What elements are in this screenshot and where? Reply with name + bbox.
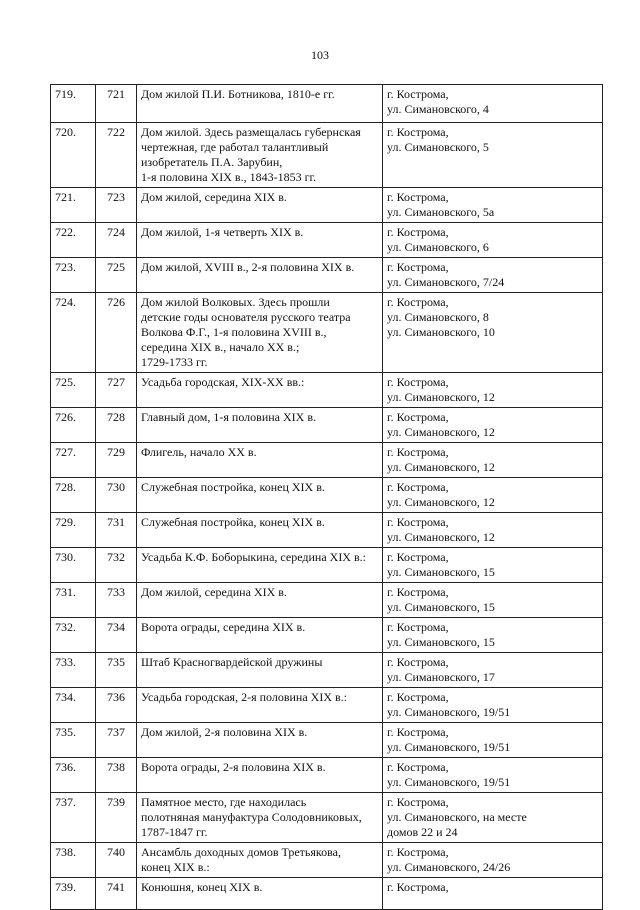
object-name-cell: [137, 408, 383, 443]
table-row: [51, 85, 603, 123]
table-row: [51, 478, 603, 513]
registry-number: 726: [96, 293, 137, 373]
address-line: ул. Симановского, 15: [387, 635, 495, 649]
registry-number: 721: [96, 85, 137, 123]
row-number: 739.: [51, 878, 96, 910]
address-line: ул. Симановского, 19/51: [387, 775, 511, 789]
object-name-line: Усадьба городская, XIX-XX вв.:: [141, 375, 305, 389]
table-row: [51, 583, 603, 618]
registry-number: 728: [96, 408, 137, 443]
address-line: ул. Симановского, 12: [387, 425, 495, 439]
object-name-line: Усадьба городская, 2-я половина XIX в.:: [141, 690, 347, 704]
row-number: 735.: [51, 723, 96, 758]
table-row: [51, 723, 603, 758]
object-name-line: Волкова Ф.Г., 1-я половина XVIII в.,: [141, 325, 327, 339]
address-line: г. Кострома,: [387, 725, 449, 739]
address-line: г. Кострома,: [387, 845, 449, 859]
address-cell: [383, 188, 603, 223]
address-cell: [383, 688, 603, 723]
row-number: 737.: [51, 793, 96, 843]
address-cell: [383, 758, 603, 793]
address-cell: [383, 85, 603, 123]
row-number: 729.: [51, 513, 96, 548]
address-line: ул. Симановского, 12: [387, 530, 495, 544]
object-name-cell: [137, 548, 383, 583]
object-name-line: Штаб Красногвардейской дружины: [141, 655, 323, 669]
address-line: г. Кострома,: [387, 550, 449, 564]
object-name-line: Дом жилой. Здесь размещалась губернская: [141, 125, 361, 139]
address-cell: [383, 618, 603, 653]
object-name-line: полотняная мануфактура Солодовниковых,: [141, 810, 362, 824]
row-number: 720.: [51, 123, 96, 188]
object-name-line: 1787-1847 гг.: [141, 825, 208, 839]
registry-number: 737: [96, 723, 137, 758]
registry-number: 722: [96, 123, 137, 188]
registry-number: 741: [96, 878, 137, 910]
row-number: 726.: [51, 408, 96, 443]
object-name-cell: [137, 85, 383, 123]
address-cell: [383, 123, 603, 188]
address-line: г. Кострома,: [387, 690, 449, 704]
object-name-cell: [137, 188, 383, 223]
address-line: ул. Симановского, 5: [387, 140, 489, 154]
address-line: ул. Симановского, 10: [387, 325, 495, 339]
address-cell: [383, 443, 603, 478]
object-name-line: Дом жилой, середина XIX в.: [141, 585, 287, 599]
address-line: г. Кострома,: [387, 585, 449, 599]
object-name-cell: [137, 123, 383, 188]
address-line: г. Кострома,: [387, 445, 449, 459]
address-cell: [383, 258, 603, 293]
object-name-cell: [137, 618, 383, 653]
row-number: 725.: [51, 373, 96, 408]
address-line: г. Кострома,: [387, 655, 449, 669]
registry-table-body: [51, 85, 603, 910]
address-line: ул. Симановского, 19/51: [387, 705, 511, 719]
address-cell: [383, 223, 603, 258]
registry-number: 739: [96, 793, 137, 843]
address-line: г. Кострома,: [387, 260, 449, 274]
address-line: г. Кострома,: [387, 880, 449, 894]
object-name-line: Дом жилой Волковых. Здесь прошли: [141, 295, 330, 309]
table-row: [51, 618, 603, 653]
registry-number: 725: [96, 258, 137, 293]
table-row: [51, 258, 603, 293]
object-name-cell: [137, 443, 383, 478]
row-number: 719.: [51, 85, 96, 123]
registry-number: 730: [96, 478, 137, 513]
row-number: 738.: [51, 843, 96, 878]
address-line: г. Кострома,: [387, 620, 449, 634]
object-name-line: Ансамбль доходных домов Третьякова,: [141, 845, 341, 859]
address-line: домов 22 и 24: [387, 825, 458, 839]
address-line: ул. Симановского, 19/51: [387, 740, 511, 754]
row-number: 733.: [51, 653, 96, 688]
object-name-line: Главный дом, 1-я половина XIX в.: [141, 410, 316, 424]
object-name-line: Ворота ограды, середина XIX в.: [141, 620, 306, 634]
row-number: 724.: [51, 293, 96, 373]
row-number: 723.: [51, 258, 96, 293]
table-row: [51, 408, 603, 443]
table-row: [51, 793, 603, 843]
address-line: ул. Симановского, на месте: [387, 810, 527, 824]
object-name-cell: [137, 723, 383, 758]
table-row: [51, 758, 603, 793]
row-number: 736.: [51, 758, 96, 793]
object-name-line: Дом жилой, 2-я половина XIX в.: [141, 725, 308, 739]
registry-number: 740: [96, 843, 137, 878]
address-cell: [383, 793, 603, 843]
object-name-line: Служебная постройка, конец XIX в.: [141, 480, 325, 494]
row-number: 730.: [51, 548, 96, 583]
address-line: г. Кострома,: [387, 125, 449, 139]
object-name-cell: [137, 513, 383, 548]
table-row: [51, 123, 603, 188]
table-row: [51, 653, 603, 688]
object-name-line: чертежная, где работал талантливый: [141, 140, 329, 154]
registry-number: 727: [96, 373, 137, 408]
row-number: 732.: [51, 618, 96, 653]
row-number: 734.: [51, 688, 96, 723]
object-name-cell: [137, 258, 383, 293]
address-line: г. Кострома,: [387, 295, 449, 309]
object-name-cell: [137, 373, 383, 408]
address-line: ул. Симановского, 6: [387, 240, 489, 254]
address-line: г. Кострома,: [387, 760, 449, 774]
address-line: г. Кострома,: [387, 87, 449, 101]
object-name-line: Дом жилой П.И. Ботникова, 1810-е гг.: [141, 87, 335, 101]
address-line: ул. Симановского, 12: [387, 390, 495, 404]
address-cell: [383, 373, 603, 408]
object-name-line: Ворота ограды, 2-я половина XIX в.: [141, 760, 326, 774]
object-name-line: детские годы основателя русского театра: [141, 310, 351, 324]
object-name-cell: [137, 688, 383, 723]
table-row: [51, 373, 603, 408]
object-name-line: изобретатель П.А. Зарубин,: [141, 155, 283, 169]
address-line: г. Кострома,: [387, 375, 449, 389]
address-line: ул. Симановского, 15: [387, 565, 495, 579]
object-name-cell: [137, 793, 383, 843]
object-name-cell: [137, 843, 383, 878]
row-number: 728.: [51, 478, 96, 513]
table-row: [51, 688, 603, 723]
address-line: г. Кострома,: [387, 480, 449, 494]
address-line: ул. Симановского, 5а: [387, 205, 495, 219]
object-name-line: Дом жилой, 1-я четверть XIX в.: [141, 225, 304, 239]
row-number: 731.: [51, 583, 96, 618]
row-number: 721.: [51, 188, 96, 223]
row-number: 727.: [51, 443, 96, 478]
registry-number: 731: [96, 513, 137, 548]
address-cell: [383, 583, 603, 618]
address-cell: [383, 653, 603, 688]
object-name-cell: [137, 653, 383, 688]
registry-number: 735: [96, 653, 137, 688]
object-name-line: Флигель, начало XX в.: [141, 445, 257, 459]
object-name-line: 1-я половина XIX в., 1843-1853 гг.: [141, 170, 317, 184]
object-name-line: середина XIX в., начало XX в.;: [141, 340, 300, 354]
object-name-cell: [137, 478, 383, 513]
address-cell: [383, 293, 603, 373]
object-name-line: Памятное место, где находилась: [141, 795, 307, 809]
object-name-line: конец XIX в.:: [141, 860, 210, 874]
table-row: [51, 548, 603, 583]
address-line: ул. Симановского, 7/24: [387, 275, 505, 289]
object-name-line: Конюшня, конец XIX в.: [141, 880, 263, 894]
page-number: 103: [311, 48, 329, 62]
registry-number: 733: [96, 583, 137, 618]
object-name-cell: [137, 583, 383, 618]
address-line: г. Кострома,: [387, 795, 449, 809]
object-name-line: Служебная постройка, конец XIX в.: [141, 515, 325, 529]
address-line: ул. Симановского, 12: [387, 495, 495, 509]
object-name-line: Дом жилой, XVIII в., 2-я половина XIX в.: [141, 260, 355, 274]
object-name-line: 1729-1733 гг.: [141, 355, 208, 369]
address-line: ул. Симановского, 24/26: [387, 860, 511, 874]
table-row: [51, 443, 603, 478]
table-row: [51, 223, 603, 258]
address-line: ул. Симановского, 15: [387, 600, 495, 614]
address-cell: [383, 548, 603, 583]
registry-number: 729: [96, 443, 137, 478]
object-name-line: Усадьба К.Ф. Боборыкина, середина XIX в.:: [141, 550, 366, 564]
registry-number: 734: [96, 618, 137, 653]
row-number: 722.: [51, 223, 96, 258]
object-name-cell: [137, 758, 383, 793]
object-name-cell: [137, 223, 383, 258]
registry-number: 732: [96, 548, 137, 583]
address-line: ул. Симановского, 4: [387, 102, 489, 116]
registry-number: 724: [96, 223, 137, 258]
table-row: [51, 513, 603, 548]
address-cell: [383, 408, 603, 443]
address-line: г. Кострома,: [387, 190, 449, 204]
heritage-registry-table: [50, 84, 603, 910]
address-line: ул. Симановского, 17: [387, 670, 495, 684]
address-cell: [383, 843, 603, 878]
address-cell: [383, 478, 603, 513]
address-line: ул. Симановского, 12: [387, 460, 495, 474]
object-name-line: Дом жилой, середина XIX в.: [141, 190, 287, 204]
object-name-cell: [137, 293, 383, 373]
table-row: [51, 188, 603, 223]
address-cell: [383, 723, 603, 758]
registry-number: 738: [96, 758, 137, 793]
table-row: [51, 843, 603, 878]
address-line: г. Кострома,: [387, 410, 449, 424]
registry-number: 736: [96, 688, 137, 723]
registry-number: 723: [96, 188, 137, 223]
address-line: ул. Симановского, 8: [387, 310, 489, 324]
address-cell: [383, 513, 603, 548]
address-line: г. Кострома,: [387, 515, 449, 529]
address-line: г. Кострома,: [387, 225, 449, 239]
table-row: [51, 293, 603, 373]
